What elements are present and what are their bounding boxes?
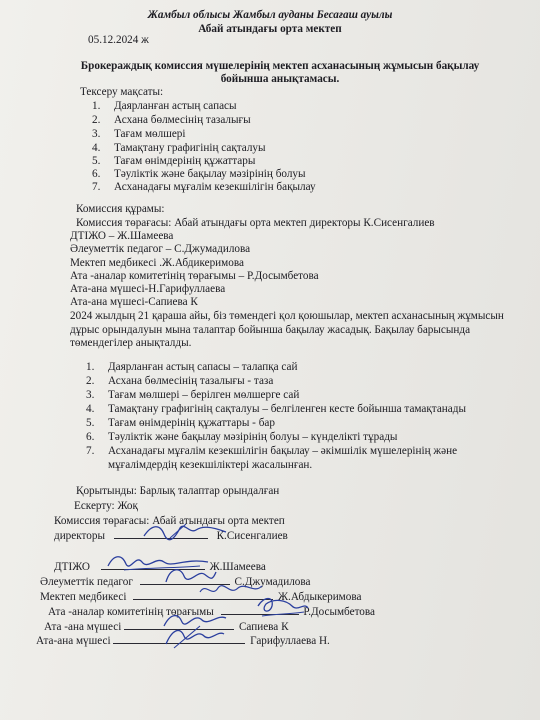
list-item: 6. Тәуліктік және бақылау мәзірінің болуы <box>92 168 306 180</box>
intro-line: дұрыс орындалуын мына талаптар бойынша бақылау жасадық. Бақылау барысында <box>70 324 471 336</box>
document-title-line1: Брокераждық комиссия мүшелерінің мектеп асханасының жұмысын бақылау <box>80 60 480 72</box>
list-item: 1. Даярланған астың сапасы – талапқа сай <box>86 361 298 373</box>
commission-member: Ата-ана мүшесі-Н.Гарифуллаева <box>70 283 226 295</box>
document-title-line2: бойынша анықтамасы. <box>220 73 340 85</box>
signature-line <box>221 604 299 615</box>
commission-member: ДТІЖО – Ж.Шамеева <box>70 230 174 242</box>
commission-heading: Комиссия құрамы: <box>76 203 165 215</box>
document-date: 05.12.2024 ж <box>88 34 149 46</box>
list-item: 3. Тағам мөлшері <box>92 128 186 140</box>
commission-member: Әлеуметтік педагог – С.Джумадилова <box>70 243 251 255</box>
chair-signature-title: Комиссия төрағасы: Абай атындағы орта мектеп <box>54 515 285 527</box>
commission-member: Комиссия төрағасы: Абай атындағы орта мектеп директоры К.Сисенгалиев <box>76 217 435 229</box>
conclusion-note: Ескерту: Жоқ <box>74 500 138 512</box>
list-item: 7. Асханадағы мұғалім кезекшілігін бақылау <box>92 181 316 193</box>
header-school: Абай атындағы орта мектеп <box>198 23 342 35</box>
intro-line: 2024 жылдың 21 қараша айы, біз төмендегі қол қоюшылар, мектеп асханасының жұмысын <box>70 310 504 322</box>
list-item: мұғалімдердің кезекшіліктері жасалынған. <box>108 459 313 471</box>
signature-line <box>124 619 234 630</box>
list-item: 6. Тәуліктік және бақылау мәзірінің болуы – күнделікті тұрады <box>86 431 398 443</box>
goals-heading: Тексеру мақсаты: <box>80 86 164 98</box>
signature-row: Мектеп медбикесі Ж.Абдыкеримова <box>40 591 362 603</box>
list-item: 3. Тағам мөлшері – берілген мөлшерге сай <box>86 389 300 401</box>
commission-member: Мектеп медбикесі .Ж.Абдикеримова <box>70 257 244 269</box>
signature-row: Әлеуметтік педагог С.Джумадилова <box>40 576 311 588</box>
intro-line: төмендегілер анықталды. <box>70 337 192 349</box>
signature-line <box>133 589 273 600</box>
chair-signature-row: директоры К.Сисенгалиев <box>54 530 288 542</box>
list-item: 4. Тамақтану графигінің сақталуы – белгіленген кесте бойынша тамақтанады <box>86 403 466 415</box>
list-item: 2. Асхана бөлмесінің тазалығы <box>92 114 251 126</box>
conclusion-summary: Қорытынды: Барлық талаптар орындалған <box>76 485 280 497</box>
signature-line <box>113 633 245 644</box>
list-item: 5. Тағам өнімдерінің құжаттары <box>92 155 256 167</box>
commission-member: Ата-ана мүшесі-Сапиева К <box>70 296 198 308</box>
list-item: 2. Асхана бөлмесінің тазалығы - таза <box>86 375 274 387</box>
list-item: 4. Тамақтану графигінің сақталуы <box>92 142 266 154</box>
signature-line <box>114 528 208 539</box>
signature-row: Ата -аналар комитетінің төрағымы Р.Досымбетова <box>48 606 376 618</box>
signature-row: ДТІЖО Ж.Шамеева <box>54 561 266 573</box>
list-item: 7. Асханадағы мұғалім кезекшілігін бақылау – әкімшілік мүшелерінің және <box>86 445 458 457</box>
commission-member: Ата -аналар комитетінің төрағымы – Р.Досымбетова <box>70 270 319 282</box>
signature-row: Ата-ана мүшесі Гарифуллаева Н. <box>36 635 330 647</box>
signature-line <box>140 574 230 585</box>
header-region: Жамбыл облысы Жамбыл ауданы Бесағаш ауылы <box>147 9 393 21</box>
signature-row: Ата -ана мүшесі Сапиева К <box>44 621 289 633</box>
list-item: 5. Тағам өнімдерінің құжаттары - бар <box>86 417 275 429</box>
list-item: 1. Даярланған астың сапасы <box>92 100 237 112</box>
signature-line <box>101 559 205 570</box>
